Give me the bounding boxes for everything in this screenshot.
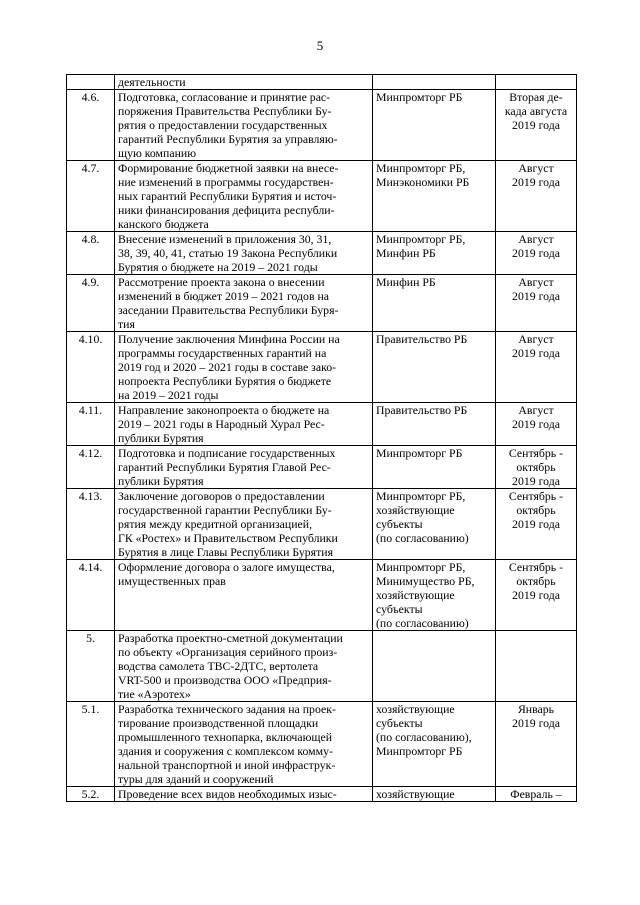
action-cell-line: ники финансирования дефицита республи-: [118, 203, 335, 217]
item-number: 5.1.: [67, 702, 115, 787]
action-cell-line: Подготовка, согласование и принятие рас-: [118, 90, 331, 104]
action-cell-line: Разработка проектно-сметной документации: [118, 631, 343, 645]
table-row: [67, 489, 577, 560]
responsible-cell-line: Минфин РБ: [376, 246, 436, 260]
deadline-cell: [496, 332, 577, 403]
item-number: 4.13.: [67, 489, 115, 560]
table-row: [67, 560, 577, 631]
table-row: [67, 403, 577, 446]
action-cell-line: рятия между кредитной организацией,: [118, 517, 313, 531]
deadline-cell-line: 2019 года: [512, 246, 560, 260]
table-row: [67, 90, 577, 161]
action-cell-line: канского бюджета: [118, 217, 209, 231]
responsible-cell-line: хозяйствующие: [376, 702, 455, 716]
deadline-cell-line: 2019 года: [512, 588, 560, 602]
action-cell-line: здания и сооружения с комплексом комму-: [118, 744, 333, 758]
responsible-cell: [373, 90, 496, 161]
item-number: 4.14.: [67, 560, 115, 631]
responsible-cell: [373, 275, 496, 332]
action-cell-line: Проведение всех видов необходимых изыс-: [118, 787, 337, 801]
action-cell: [115, 90, 373, 161]
action-cell-line: Заключение договоров о предоставлении: [118, 489, 325, 503]
deadline-cell: [496, 631, 577, 702]
deadline-cell-line: Сентябрь -: [508, 446, 564, 460]
item-number: 4.9.: [67, 275, 115, 332]
action-cell-line: ных гарантий Республики Бурятия и источ-: [118, 189, 337, 203]
deadline-cell-line: Январь: [517, 702, 555, 716]
action-cell-line: по объекту «Организация серийного произ-: [118, 645, 338, 659]
deadline-cell: [496, 90, 577, 161]
table-row: [67, 275, 577, 332]
deadline-cell: [496, 275, 577, 332]
deadline-cell: [496, 489, 577, 560]
responsible-cell-line: Минпромторг РБ,: [376, 560, 466, 574]
action-cell: [115, 560, 373, 631]
deadline-cell: [496, 787, 577, 802]
table-body: [67, 75, 577, 802]
responsible-cell-line: Минфин РБ: [376, 275, 436, 289]
action-cell-line: Получение заключения Минфина России на: [118, 332, 340, 346]
deadline-cell-line: Август: [518, 161, 554, 175]
action-cell-line: Рассмотрение проекта закона о внесении: [118, 275, 325, 289]
action-cell-line: Разработка технического задания на проек-: [118, 702, 336, 716]
responsible-cell: [373, 631, 496, 702]
action-cell-line: водства самолета ТВС-2ДТС, вертолета: [118, 659, 319, 673]
action-cell-line: Бурятия о бюджете на 2019 – 2021 годы: [118, 260, 318, 274]
action-cell: [115, 787, 373, 802]
deadline-cell-line: октябрь: [516, 574, 556, 588]
action-cell-line: нопроекта Республики Бурятия о бюджете: [118, 374, 332, 388]
responsible-cell: [373, 403, 496, 446]
action-cell: [115, 702, 373, 787]
deadline-cell-line: 2019 года: [512, 517, 560, 531]
responsible-cell: [373, 446, 496, 489]
deadline-cell: [496, 232, 577, 275]
deadline-cell: [496, 702, 577, 787]
responsible-cell: [373, 75, 496, 90]
action-cell-line: Бурятия в лице Главы Республики Бурятия: [118, 545, 333, 559]
action-cell-line: туры для зданий и сооружений: [118, 772, 274, 786]
table-row: [67, 631, 577, 702]
deadline-cell: [496, 75, 577, 90]
deadline-cell: [496, 161, 577, 232]
responsible-cell: [373, 489, 496, 560]
responsible-cell: [373, 332, 496, 403]
item-number: 4.12.: [67, 446, 115, 489]
action-cell-line: гарантий Республики Бурятия за управляю-: [118, 132, 338, 146]
item-number: 4.10.: [67, 332, 115, 403]
action-cell-line: публики Бурятия: [118, 474, 204, 488]
action-cell-line: Оформление договора о залоге имущества,: [118, 560, 335, 574]
responsible-cell-line: Минпромторг РБ: [376, 446, 463, 460]
action-cell: [115, 446, 373, 489]
action-cell-line: Подготовка и подписание государственных: [118, 446, 336, 460]
responsible-cell-line: (по согласованию): [376, 531, 469, 545]
deadline-cell-line: 2019 года: [512, 289, 560, 303]
responsible-cell-line: Минпромторг РБ,: [376, 161, 466, 175]
deadline-cell: [496, 446, 577, 489]
responsible-cell-line: Минпромторг РБ,: [376, 489, 466, 503]
deadline-cell-line: Сентябрь -: [508, 560, 564, 574]
item-number: 4.7.: [67, 161, 115, 232]
responsible-cell: [373, 560, 496, 631]
responsible-cell: [373, 232, 496, 275]
action-cell: [115, 489, 373, 560]
action-cell-line: ГК «Ростех» и Правительством Республики: [118, 531, 338, 545]
action-cell-line: Направление законопроекта о бюджете на: [118, 403, 330, 417]
deadline-cell-line: када августа: [504, 104, 568, 118]
table-row: [67, 446, 577, 489]
deadline-cell-line: 2019 года: [512, 175, 560, 189]
deadline-cell-line: Февраль –: [510, 787, 562, 801]
action-cell-line: ние изменений в программы государствен-: [118, 175, 334, 189]
action-plan-table: [66, 74, 577, 802]
action-cell: [115, 631, 373, 702]
deadline-cell-line: Август: [518, 403, 554, 417]
deadline-cell: [496, 403, 577, 446]
responsible-cell-line: Минпромторг РБ: [376, 744, 463, 758]
responsible-cell: [373, 161, 496, 232]
action-cell-line: щую компанию: [118, 146, 197, 160]
action-cell: [115, 232, 373, 275]
action-cell-line: рятия о предоставлении государственных: [118, 118, 328, 132]
action-cell-line: 2019 год и 2020 – 2021 годы в составе зако-: [118, 360, 337, 374]
deadline-cell-line: октябрь: [516, 460, 556, 474]
deadline-cell-line: Август: [518, 332, 554, 346]
action-cell-line: заседании Правительства Республики Буря-: [118, 303, 339, 317]
action-cell: [115, 161, 373, 232]
table-row: [67, 75, 577, 90]
action-cell-line: тирование производственной площадки: [118, 716, 319, 730]
responsible-cell-line: субъекты: [376, 716, 423, 730]
action-cell-line: деятельности: [118, 75, 186, 89]
action-cell-line: тия: [118, 317, 135, 331]
responsible-cell-line: субъекты: [376, 517, 423, 531]
table-row: [67, 232, 577, 275]
deadline-cell-line: Вторая де-: [509, 90, 563, 104]
responsible-cell: [373, 787, 496, 802]
action-cell: [115, 275, 373, 332]
action-cell-line: VRT-500 и производства ООО «Предприя-: [118, 673, 332, 687]
responsible-cell-line: Правительство РБ: [376, 403, 468, 417]
table-row: [67, 332, 577, 403]
deadline-cell-line: 2019 года: [512, 716, 560, 730]
action-cell-line: на 2019 – 2021 годы: [118, 388, 219, 402]
responsible-cell-line: хозяйствующие: [376, 588, 455, 602]
item-number: [67, 75, 115, 90]
responsible-cell-line: хозяйствующие: [376, 787, 455, 801]
item-number: 4.11.: [67, 403, 115, 446]
table-row: [67, 161, 577, 232]
deadline-cell-line: Август: [518, 275, 554, 289]
responsible-cell-line: Минимущество РБ,: [376, 574, 475, 588]
action-cell-line: нальной транспортной и иной инфраструк-: [118, 758, 336, 772]
deadline-cell-line: Сентябрь -: [508, 489, 564, 503]
deadline-cell-line: октябрь: [516, 503, 556, 517]
responsible-cell: [373, 702, 496, 787]
table-row: [67, 787, 577, 802]
responsible-cell-line: Правительство РБ: [376, 332, 468, 346]
action-cell: [115, 403, 373, 446]
responsible-cell-line: (по согласованию): [376, 616, 469, 630]
deadline-cell: [496, 560, 577, 631]
item-number: 5.: [67, 631, 115, 702]
action-cell-line: имущественных прав: [118, 574, 226, 588]
deadline-cell-line: 2019 года: [512, 346, 560, 360]
deadline-cell-line: 2019 года: [512, 118, 560, 132]
action-cell: [115, 332, 373, 403]
deadline-cell-line: Август: [518, 232, 554, 246]
responsible-cell-line: хозяйствующие: [376, 503, 455, 517]
deadline-cell-line: 2019 года: [512, 417, 560, 431]
action-cell-line: тие «Аэротех»: [118, 687, 191, 701]
action-cell-line: поряжения Правительства Республики Бу-: [118, 104, 332, 118]
item-number: 5.2.: [67, 787, 115, 802]
deadline-cell-line: 2019 года: [512, 474, 560, 488]
action-cell-line: публики Бурятия: [118, 431, 204, 445]
responsible-cell-line: (по согласованию),: [376, 730, 472, 744]
page-number: 5: [316, 38, 324, 53]
responsible-cell-line: субъекты: [376, 602, 423, 616]
action-cell-line: изменений в бюджет 2019 – 2021 годов на: [118, 289, 330, 303]
responsible-cell-line: Минпромторг РБ: [376, 90, 463, 104]
item-number: 4.8.: [67, 232, 115, 275]
action-cell-line: гарантий Республики Бурятия Главой Рес-: [118, 460, 331, 474]
action-cell-line: государственной гарантии Республики Бу-: [118, 503, 332, 517]
action-cell-line: Внесение изменений в приложения 30, 31,: [118, 232, 332, 246]
item-number: 4.6.: [67, 90, 115, 161]
action-cell-line: 38, 39, 40, 41, статью 19 Закона Республики: [118, 246, 338, 260]
action-cell-line: 2019 – 2021 годы в Народный Хурал Рес-: [118, 417, 325, 431]
action-cell-line: промышленного технопарка, включающей: [118, 730, 333, 744]
responsible-cell-line: Минпромторг РБ,: [376, 232, 466, 246]
responsible-cell-line: Минэкономики РБ: [376, 175, 470, 189]
action-cell-line: программы государственных гарантий на: [118, 346, 327, 360]
action-cell: [115, 75, 373, 90]
table-row: [67, 702, 577, 787]
action-cell-line: Формирование бюджетной заявки на внесе-: [118, 161, 339, 175]
